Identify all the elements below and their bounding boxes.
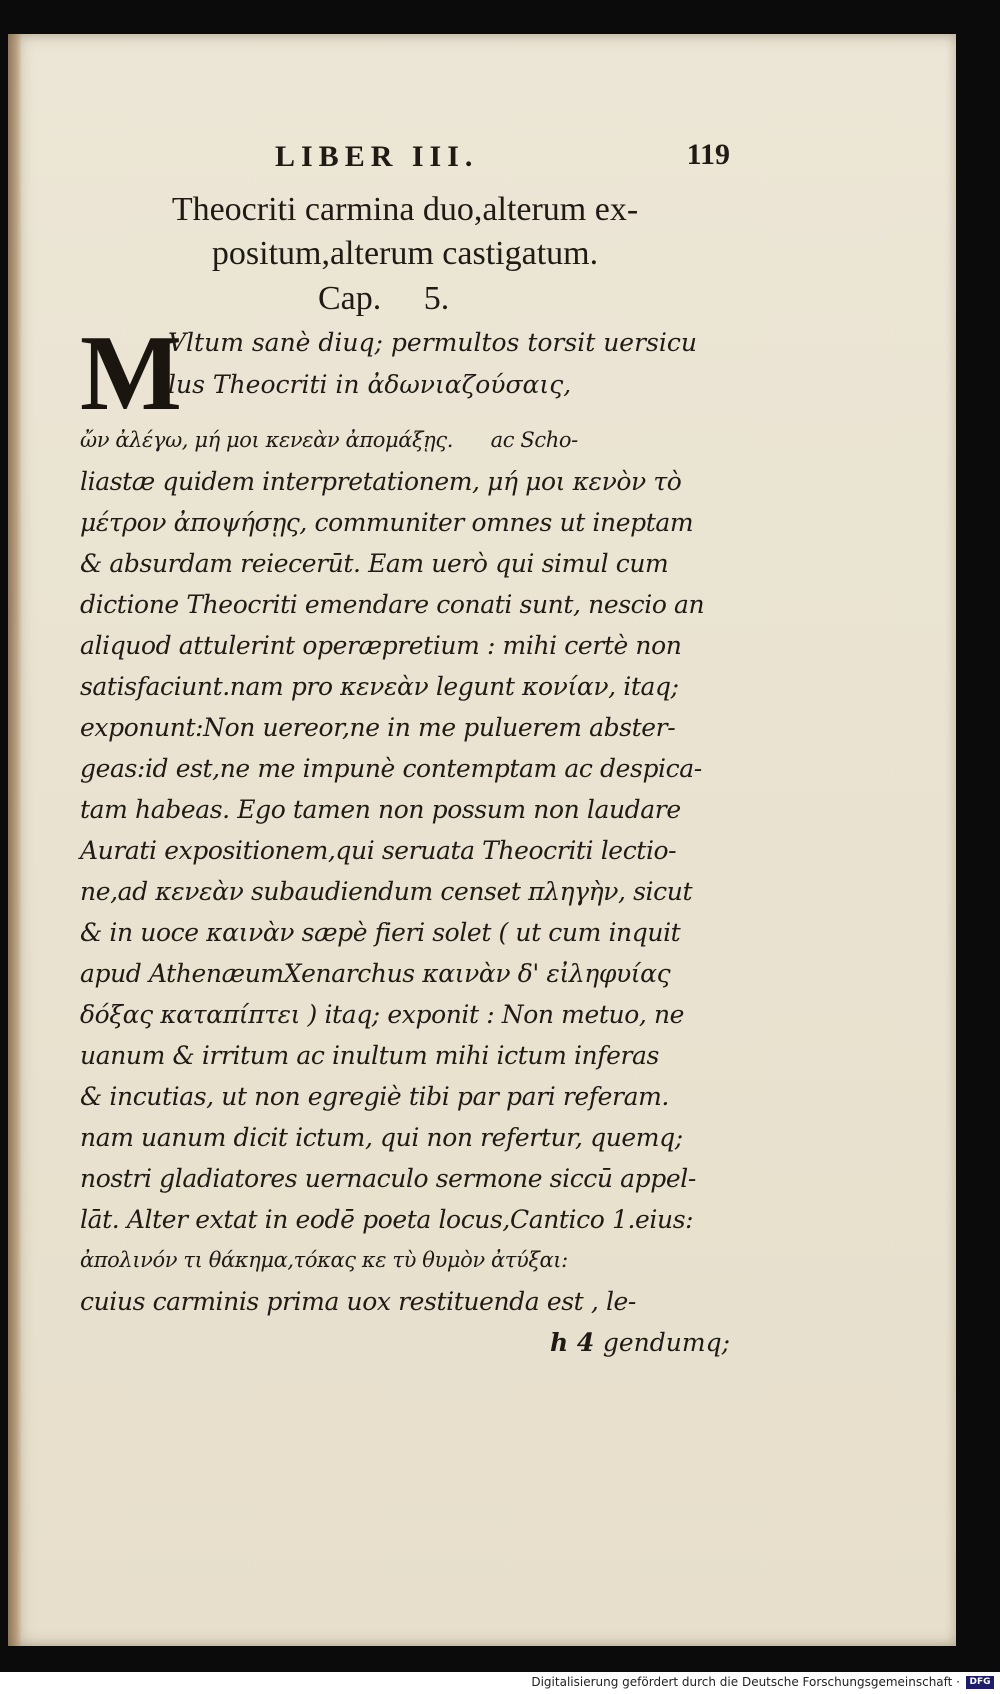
body-line: & in uoce καινὰν sæpè fieri solet ( ut cum inquit [80,918,681,947]
body-line: lus Theocriti in ἀδωνιαζούσαις, [168,370,572,399]
page-number: 119 [686,138,730,171]
body-line: exponunt:Non uereor,ne in me puluerem abster- [80,713,676,742]
body-line: nam uanum dicit ictum, qui non refertur, quemq; [80,1123,683,1152]
page-header [80,134,730,180]
body-line: aliquod attulerint operæpretium : mihi certè non [80,631,682,660]
body-line: liastæ quidem interpretationem, μή μοι κενὸν τὸ [80,467,682,496]
page-gutter-shadow [8,34,22,1646]
body-line: satisfaciunt.nam pro κενεὰν legunt κονίαν, itaq; [80,672,679,701]
chapter-title-line: positum,alterum castigatum. [211,235,599,272]
body-line: μέτρον ἀποψήσῃς, communiter omnes ut ineptam [80,508,694,537]
dfg-logo: DFG [966,1676,994,1689]
signature-mark: h 4 [550,1328,595,1357]
body-line: geas:id est,ne me impunè contemptam ac despica- [80,754,702,783]
running-head: LIBER III. [275,140,479,173]
body-text [80,420,730,1322]
body-line: uanum & irritum ac inultum mihi ictum inferas [80,1041,659,1070]
opening-paragraph [80,314,730,433]
body-line: lāt. Alter extat in eodē poeta locus,Cantico 1.eius: [80,1205,694,1234]
body-line: cuius carminis prima uox restituenda est , le- [80,1287,636,1316]
book-page [8,34,956,1646]
body-line: ὤν ἀλέγω, μή μοι κενεὰν ἀπομάξῃς. ac Scho- [80,428,578,452]
catchline [80,1324,730,1370]
body-line: ἀπολινόν τι θάκημα,τόκας κε τὺ θυμὸν ἀτύξαι: [80,1248,568,1272]
body-line: ne,ad κενεὰν subaudiendum censet πληγὴν, sicut [80,877,693,906]
chapter-title [80,188,730,276]
body-line: dictione Theocriti emendare conati sunt, nescio an [80,590,705,619]
catchword: gendumq; [602,1328,730,1357]
text-block [80,134,730,1370]
body-line: Vltum sanè diuq; permultos torsit uersicu [168,328,697,357]
body-line: Aurati expositionem,qui seruata Theocriti lectio- [80,836,677,865]
chapter-title-line: Theocriti carmina duo,alterum ex- [171,191,639,228]
body-line: & absurdam reiecerūt. Eam uerò qui simul cum [80,549,669,578]
chapter-label: Cap. 5. [318,280,450,317]
body-line: apud AthenæumXenarchus καινὰν δ' εἰληφυίας [80,959,671,988]
body-line: tam habeas. Ego tamen non possum non laudare [80,795,681,824]
body-line: δόξας καταπίπτει ) itaq; exponit : Non metuo, ne [80,1000,685,1029]
footer-credit: Digitalisierung gefördert durch die Deutsche Forschungsgemeinschaft · [531,1675,960,1689]
footer-bar [0,1672,1000,1694]
body-line: nostri gladiatores uernaculo sermone siccū appel- [80,1164,696,1193]
body-line: & incutias, ut non egregiè tibi par pari referam. [80,1082,669,1111]
drop-cap: M [80,314,182,433]
